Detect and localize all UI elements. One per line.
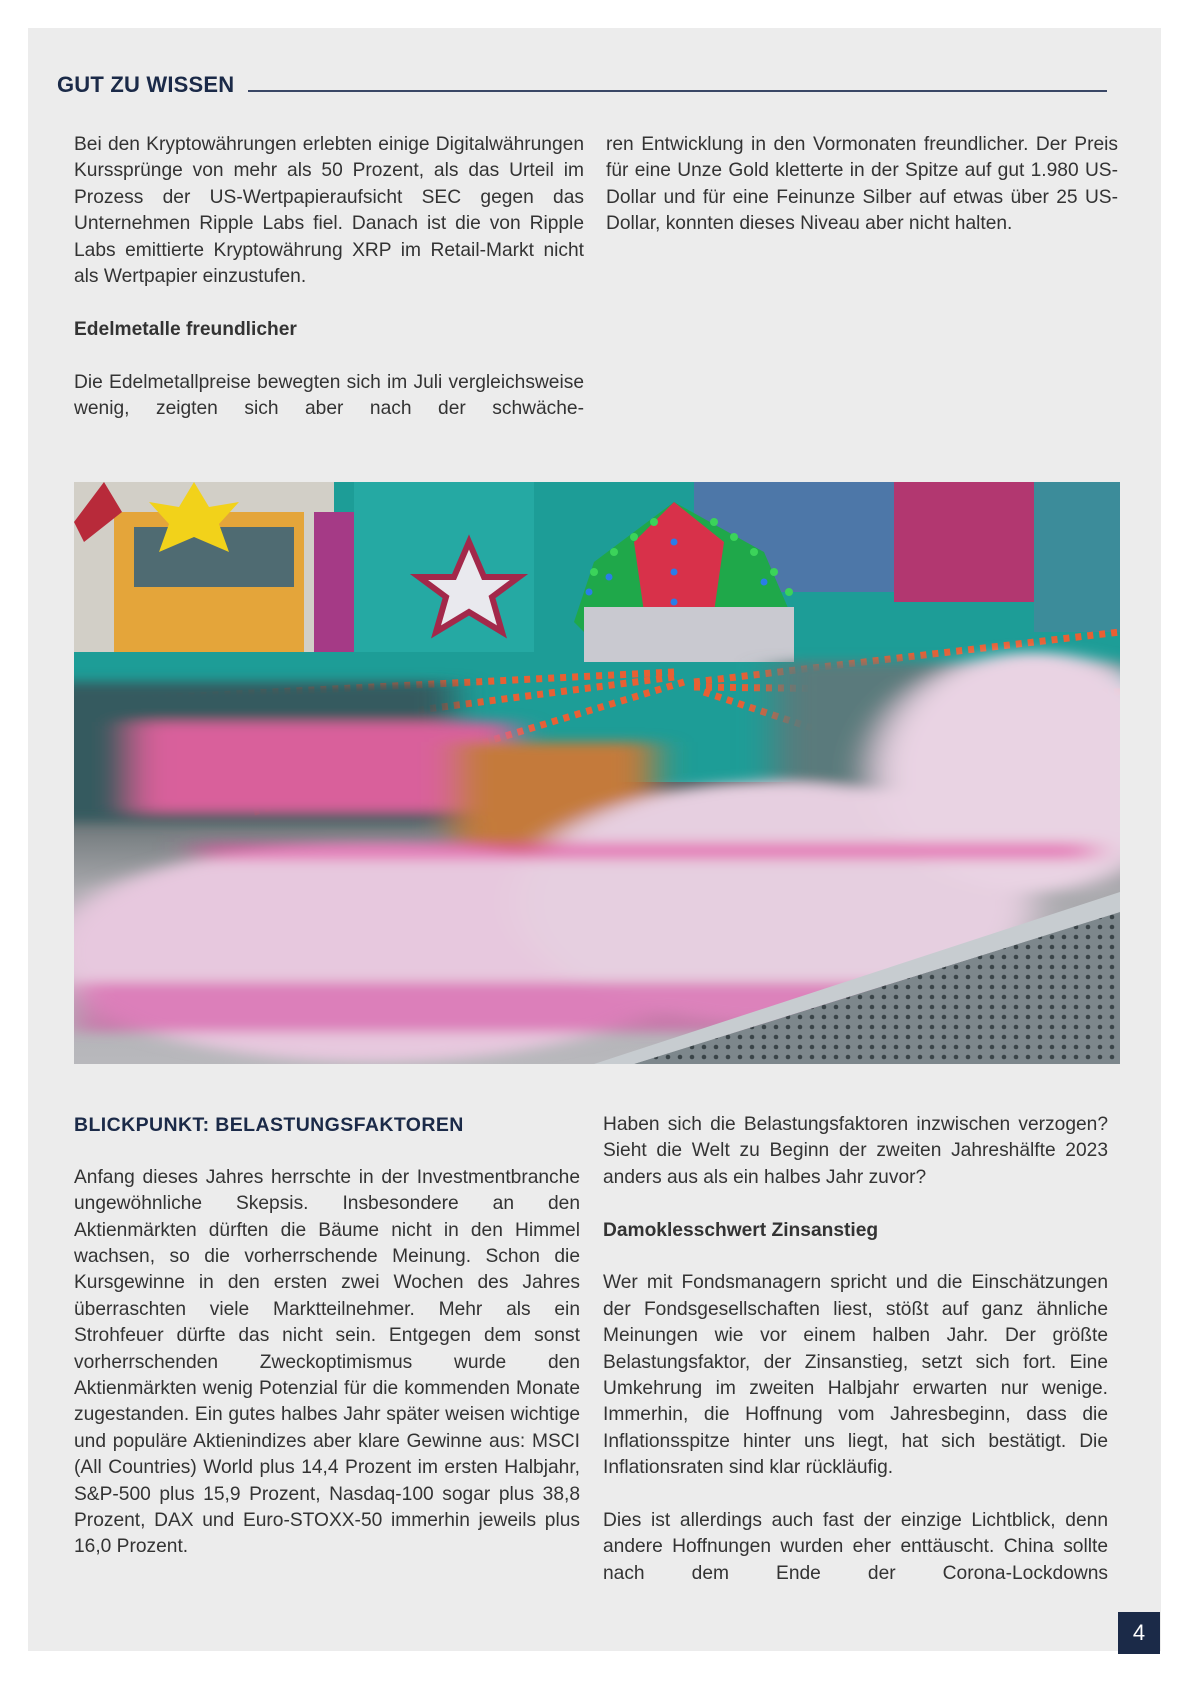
crypto-paragraph: Bei den Kryptowährungen erlebten einige Digitalwährungen Kurssprünge von mehr als 50 Prozent, als das Urteil im Prozess der US-Wertpapieraufsicht SEC gegen das Unternehmen Ripple Labs fiel. Danach ist die von Ripple Labs emittierte Kryptowährung XRP im Retail-Markt nicht als Wertpapier einzustufen.: [74, 134, 584, 288]
belastungsfaktoren-question: Haben sich die Belastungsfaktoren inzwischen verzogen? Sieht die Welt zu Beginn der zweiten Jahreshälfte 2023 anders aus als ein halbes Jahr zuvor?: [603, 1114, 1108, 1188]
bottom-left-column: [74, 1112, 580, 1561]
section-header: [57, 70, 1107, 100]
precious-metals-subheading: Edelmetalle freundlicher: [74, 318, 297, 340]
page-number: 4: [1118, 1612, 1160, 1654]
top-left-column: [74, 132, 584, 422]
gold-silver-paragraph: ren Entwicklung in den Vormonaten freundlicher. Der Preis für eine Unze Gold kletterte in der Spitze auf gut 1.980 US-Dollar und für eine Feinunze Silber auf etwas über 25 US-Dollar, konnten dieses Niveau aber nicht halten.: [606, 134, 1118, 235]
lichtblick-paragraph: Dies ist allerdings auch fast der einzige Lichtblick, denn andere Hoffnungen wurden eher enttäuscht. China sollte nach dem Ende der Corona-Lockdowns: [603, 1510, 1108, 1584]
photo-illustration: [74, 482, 1120, 1064]
fairground-ride-photo: [74, 482, 1120, 1064]
section-rule: [248, 90, 1107, 92]
top-right-column: [606, 132, 1118, 238]
zinsanstieg-paragraph: Wer mit Fondsmanagern spricht und die Einschätzungen der Fondsgesellschaften liest, stößt auf ganz ähnliche Meinungen wie vor einem halben Jahr. Der größte Belastungsfaktor, der Zinsanstieg, setzt sich fort. Eine Umkehrung im zweiten Halbjahr erwarten nur wenige. Immerhin, die Hoffnung vom Jahresbeginn, dass die Inflationsspitze hinter uns liegt, hat sich bestätigt. Die Inflationsraten sind klar rückläufig.: [603, 1272, 1108, 1479]
precious-metals-paragraph: Die Edelmetallpreise bewegten sich im Juli vergleichsweise wenig, zeigten sich aber nach der schwäche-: [74, 371, 584, 420]
bottom-right-column: [603, 1112, 1108, 1587]
section-title: GUT ZU WISSEN: [57, 72, 235, 97]
skepsis-paragraph: Anfang dieses Jahres herrschte in der Investmentbranche ungewöhnliche Skepsis. Insbesondere an den Aktienmärkten dürften die Bäume nicht in den Himmel wachsen, so die vorherrschende Meinung. Schon die Kursgewinne in den ersten zwei Wochen des Jahres überraschten viele Marktteilnehmer. Mehr als ein Strohfeuer dürfte das nicht sein. Entgegen dem sonst vorherrschenden Zweckoptimismus wurde den Aktienmärkten wenig Potenzial für die kommenden Monate zugestanden. Ein gutes halbes Jahr später weisen wichtige und populäre Aktienindizes aber klare Gewinne aus: MSCI (All Countries) World plus 14,4 Prozent im ersten Halbjahr, S&P-500 plus 15,9 Prozent, Nasdaq-100 sogar plus 38,8 Prozent, DAX und Euro-STOXX-50 immerhin jeweils plus 16,0 Prozent.: [74, 1166, 580, 1558]
blickpunkt-heading: BLICKPUNKT: BELASTUNGSFAKTOREN: [74, 1114, 464, 1136]
zinsanstieg-subheading: Damoklesschwert Zinsanstieg: [603, 1219, 879, 1241]
